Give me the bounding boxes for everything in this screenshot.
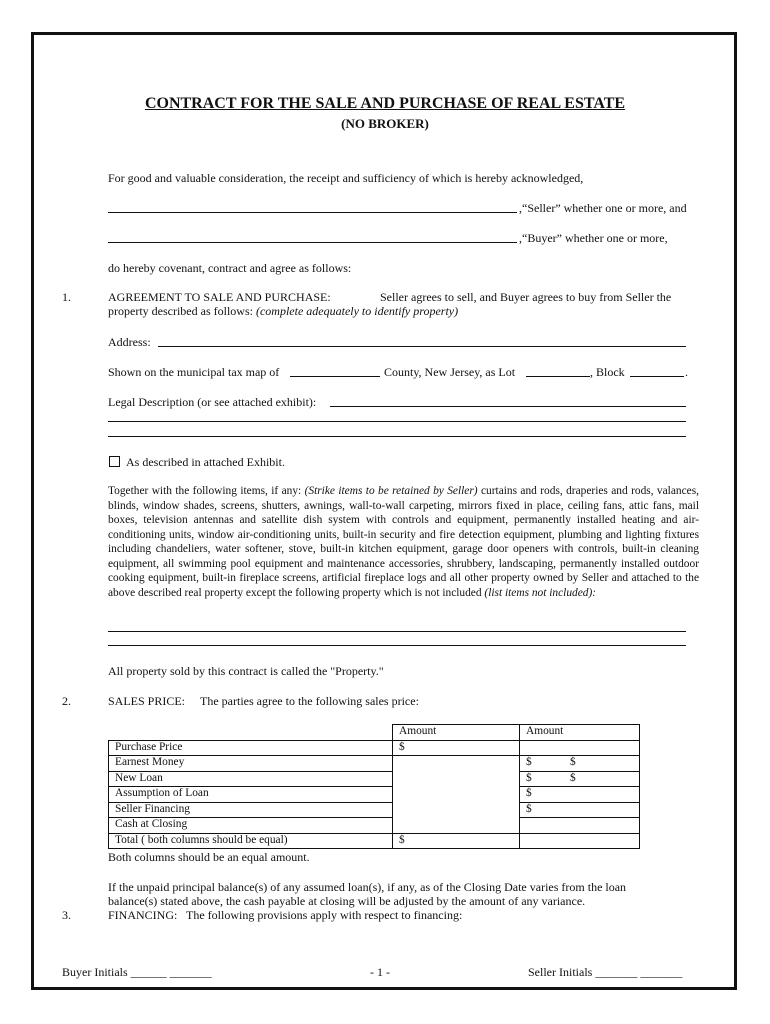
included-items-paragraph bbox=[108, 484, 699, 600]
items-strike-note: (Strike items to be retained by Seller) bbox=[304, 485, 478, 497]
table-row bbox=[109, 787, 640, 803]
table-row bbox=[109, 740, 640, 756]
county-label: County, New Jersey, as Lot bbox=[384, 365, 516, 379]
sales-price-table bbox=[108, 724, 640, 849]
address-field[interactable] bbox=[158, 346, 686, 347]
block-period: . bbox=[685, 365, 688, 379]
section-2-number: 2. bbox=[62, 694, 71, 708]
exhibit-label: As described in attached Exhibit. bbox=[126, 455, 285, 469]
legal-description-label: Legal Description (or see attached exhibit): bbox=[108, 395, 317, 409]
items-list: curtains and rods, draperies and rods, valances, blinds, window shades, screens, shutters, awnings, wall-to-wall carpeting, mirrors fixed in place, ceiling fans, attic fans, mail boxes, television antennas and satellite dish system with controls and equipment, permanently installed heating and air-conditioning units, window air-conditioning units, built-in security and fire detection equipment, plumbing and lighting fixtures including chandeliers, water softener, stove, built-in kitchen equipment, garage door openers with controls, built-in cleaning equipment, all swimming pool equipment and maintenance accessories, shrubbery, landscaping, permanently installed outdoor cooking equipment, built-in fireplace screens, artificial fireplace logs and all other property owned by Seller and attached to the above described real property except the following property which is not included bbox=[108, 485, 699, 599]
items-not-included-note: (list items not included): bbox=[484, 586, 597, 599]
excluded-items-field-1[interactable] bbox=[108, 631, 686, 632]
intro-text: For good and valuable consideration, the receipt and sufficiency of which is hereby acknowledged, bbox=[108, 171, 584, 185]
section-1-property-desc bbox=[108, 304, 458, 319]
row-label: Seller Financing bbox=[109, 802, 393, 818]
amount-header-2: Amount bbox=[520, 725, 640, 741]
variance-text-1: If the unpaid principal balance(s) of any assumed loan(s), if any, as of the Closing Date varies from the loan bbox=[108, 880, 627, 894]
items-lead: Together with the following items, if any: bbox=[108, 485, 305, 497]
seller-name-field[interactable] bbox=[108, 212, 517, 213]
address-label: Address: bbox=[108, 335, 151, 349]
purchase-price-amount-2 bbox=[520, 740, 640, 756]
row-label: Earnest Money bbox=[109, 756, 393, 772]
section-1-heading: AGREEMENT TO SALE AND PURCHASE: bbox=[108, 290, 331, 304]
seller-line-label: ,“Seller” whether one or more, and bbox=[519, 201, 687, 215]
buyer-name-field[interactable] bbox=[108, 242, 517, 243]
table-row bbox=[109, 833, 640, 849]
row-label: Purchase Price bbox=[109, 740, 393, 756]
cash-at-closing-amount[interactable] bbox=[520, 818, 640, 834]
assumption-of-loan-amount[interactable]: $ bbox=[520, 787, 640, 803]
section-2-text: The parties agree to the following sales price: bbox=[200, 694, 419, 708]
section-3-heading: FINANCING: bbox=[108, 908, 178, 922]
row-label: Assumption of Loan bbox=[109, 787, 393, 803]
dollar-sign: $ bbox=[570, 771, 576, 784]
purchase-price-amount[interactable]: $ bbox=[393, 740, 520, 756]
block-label: , Block bbox=[590, 365, 625, 379]
seller-initials[interactable]: Seller Initials _______ _______ bbox=[528, 965, 683, 979]
document-subtitle: (NO BROKER) bbox=[341, 116, 429, 131]
dollar-sign: $ bbox=[526, 771, 532, 784]
page-number: - 1 - bbox=[370, 965, 390, 979]
legal-description-field-1[interactable] bbox=[330, 406, 686, 407]
lot-field[interactable] bbox=[526, 376, 590, 377]
dollar-sign: $ bbox=[526, 756, 532, 768]
new-loan-amount[interactable] bbox=[520, 771, 640, 787]
table-row bbox=[109, 725, 640, 741]
row-label: Cash at Closing bbox=[109, 818, 393, 834]
block-field[interactable] bbox=[630, 376, 684, 377]
section-3-number: 3. bbox=[62, 908, 71, 922]
property-note: All property sold by this contract is called the "Property." bbox=[108, 664, 384, 678]
municipality-field[interactable] bbox=[290, 376, 380, 377]
amount-header-1: Amount bbox=[393, 725, 520, 741]
row-label: New Loan bbox=[109, 771, 393, 787]
seller-financing-amount[interactable]: $ bbox=[520, 802, 640, 818]
row-label: Total ( both columns should be equal) bbox=[109, 833, 393, 849]
document-title: CONTRACT FOR THE SALE AND PURCHASE OF REAL ESTATE bbox=[144, 95, 626, 112]
table-row bbox=[109, 818, 640, 834]
table-row bbox=[109, 771, 640, 787]
buyer-line-label: ,“Buyer” whether one or more, bbox=[519, 231, 668, 245]
covenant-text: do hereby covenant, contract and agree as follows: bbox=[108, 261, 352, 275]
section-1-text: Seller agrees to sell, and Buyer agrees to buy from Seller the bbox=[380, 290, 672, 304]
section-2-heading: SALES PRICE: bbox=[108, 694, 186, 708]
earnest-money-amount[interactable] bbox=[520, 756, 640, 772]
legal-description-field-3[interactable] bbox=[108, 436, 686, 437]
section-3-text: The following provisions apply with respect to financing: bbox=[186, 908, 463, 922]
table-row bbox=[109, 802, 640, 818]
property-desc-italic: (complete adequately to identify property) bbox=[255, 304, 459, 318]
exhibit-checkbox[interactable] bbox=[109, 456, 120, 467]
dollar-sign: $ bbox=[570, 756, 576, 768]
total-amount-2[interactable] bbox=[520, 833, 640, 849]
header-empty-cell bbox=[109, 725, 393, 741]
amount-column-1-blank bbox=[393, 756, 520, 834]
variance-text-2: balance(s) stated above, the cash payable at closing will be adjusted by the amount of any variance. bbox=[108, 894, 586, 908]
property-desc-text: property described as follows: bbox=[108, 304, 256, 318]
section-1-number: 1. bbox=[62, 290, 71, 304]
tax-map-label: Shown on the municipal tax map of bbox=[108, 365, 280, 379]
excluded-items-field-2[interactable] bbox=[108, 645, 686, 646]
buyer-initials[interactable]: Buyer Initials ______ _______ bbox=[62, 965, 212, 979]
legal-description-field-2[interactable] bbox=[108, 421, 686, 422]
total-amount-1[interactable]: $ bbox=[393, 833, 520, 849]
equal-columns-note: Both columns should be an equal amount. bbox=[108, 850, 310, 864]
table-row bbox=[109, 756, 640, 772]
